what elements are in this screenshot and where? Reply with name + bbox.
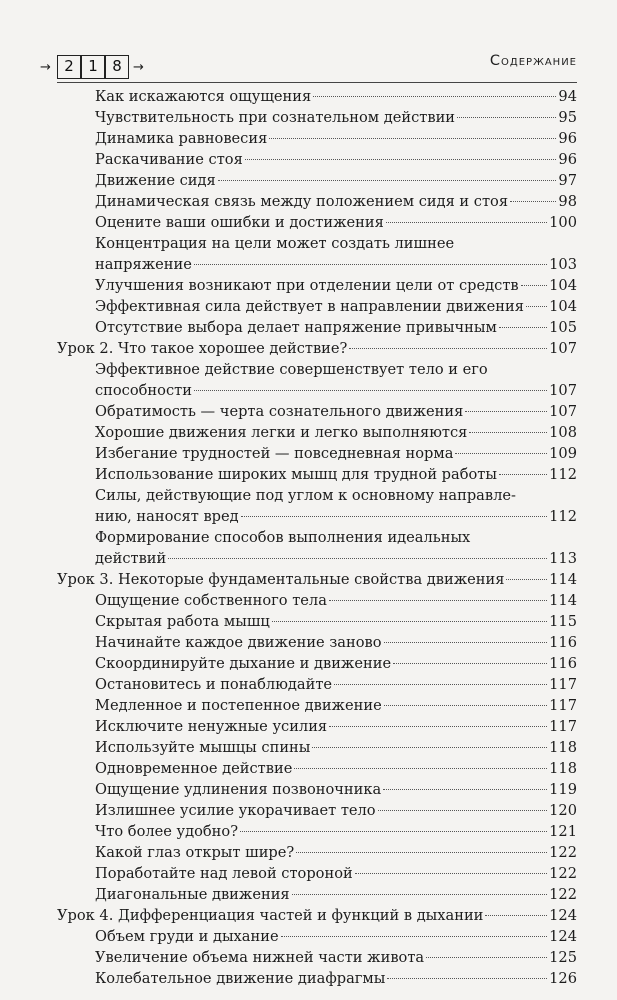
toc-entry-title: Ощущение собственного тела [95, 592, 327, 609]
toc-entry-page: 118 [549, 739, 577, 756]
dot-leader [292, 893, 548, 895]
dot-leader [194, 263, 547, 265]
toc-entry-title: Использование широких мышц для трудной работы [95, 466, 497, 483]
dot-leader [349, 347, 547, 349]
dot-leader [312, 746, 547, 748]
dot-leader [294, 767, 547, 769]
dot-leader [387, 977, 547, 979]
toc-entry [95, 653, 577, 674]
dot-leader [510, 200, 556, 202]
toc-entry [95, 86, 577, 107]
page-number-digit: 2 [57, 55, 81, 79]
toc-entry-title: Ощущение удлинения позвоночника [95, 781, 382, 798]
toc-entry-title: Урок 4. Дифференциация частей и функций в дыхании [57, 907, 484, 924]
dot-leader [499, 326, 547, 328]
toc-entry-title: Хорошие движения легки и легко выполняются [95, 424, 468, 441]
toc-entry-page: 96 [558, 151, 577, 168]
dot-leader [272, 620, 547, 622]
dot-leader [240, 830, 547, 832]
toc-entry-page: 122 [549, 865, 577, 882]
dot-leader [526, 305, 547, 307]
toc-entry [95, 296, 577, 317]
toc-entry [95, 191, 577, 212]
dot-leader [168, 557, 547, 559]
toc-entry-page: 115 [549, 613, 577, 630]
dot-leader [355, 872, 547, 874]
page-number-digit: 8 [105, 55, 129, 79]
dot-leader [245, 158, 557, 160]
toc-entry [95, 107, 577, 128]
dot-leader [499, 473, 547, 475]
toc-entry-page: 97 [558, 172, 577, 189]
toc-entry-page: 95 [558, 109, 577, 126]
toc-entry [95, 443, 577, 464]
toc-entry-page: 100 [549, 214, 577, 231]
dot-leader [384, 641, 548, 643]
toc-entry-title: Начинайте каждое движение заново [95, 634, 382, 651]
header-rule [57, 82, 577, 83]
toc-entry-page: 122 [549, 886, 577, 903]
toc-entry-title: Одновременное действие [95, 760, 293, 777]
dot-leader [218, 179, 557, 181]
toc-entry-page: 108 [549, 424, 577, 441]
toc-entry-title-line: Концентрация на цели может создать лишнее [95, 235, 455, 252]
toc-entry-title: Что более удобно? [95, 823, 239, 840]
dot-leader [455, 452, 547, 454]
toc-entry-page: 112 [549, 508, 577, 525]
toc-entry [95, 758, 577, 779]
toc-entry-title: Скоординируйте дыхание и движение [95, 655, 392, 672]
toc-entry-page: 113 [549, 550, 577, 567]
toc-entry [95, 149, 577, 170]
arrow-right-icon: → [133, 60, 144, 75]
toc-entry-title: Урок 2. Что такое хорошее действие? [57, 340, 348, 357]
dot-leader [386, 221, 547, 223]
toc-entry [95, 212, 577, 233]
toc-entry-title: Излишнее усилие укорачивает тело [95, 802, 376, 819]
toc-entry [95, 884, 577, 905]
dot-leader [194, 389, 547, 391]
toc-entry-page: 120 [549, 802, 577, 819]
toc-entry [95, 170, 577, 191]
toc-entry-page: 98 [558, 193, 577, 210]
toc-lesson-entry [57, 905, 577, 926]
dot-leader [457, 116, 556, 118]
toc-entry-page: 118 [549, 760, 577, 777]
toc-entry [95, 947, 577, 968]
toc-lesson-entry [57, 338, 577, 359]
toc-entry-title: Чувствительность при сознательном действии [95, 109, 456, 126]
toc-entry-title: Какой глаз открыт шире? [95, 844, 295, 861]
toc-entry-page: 103 [549, 256, 577, 273]
dot-leader [383, 788, 547, 790]
toc-entry [95, 695, 577, 716]
toc-entry-title: Как искажаются ощущения [95, 88, 312, 105]
dot-leader [329, 599, 547, 601]
page-header [0, 0, 617, 90]
toc-entry-title: Динамическая связь между положением сидя и стоя [95, 193, 509, 210]
toc-entry-title: Диагональные движения [95, 886, 290, 903]
toc-entry [95, 380, 577, 401]
toc-entry [95, 422, 577, 443]
toc-entry-title: Увеличение объема нижней части живота [95, 949, 425, 966]
dot-leader [393, 662, 547, 664]
dot-leader [329, 725, 547, 727]
toc-entry [95, 128, 577, 149]
toc-entry [95, 926, 577, 947]
toc-entry-page: 94 [558, 88, 577, 105]
toc-entry-page: 96 [558, 130, 577, 147]
dot-leader [465, 410, 547, 412]
toc-entry-page: 112 [549, 466, 577, 483]
toc-entry-title-line: Эффективное действие совершенствует тело и его [95, 361, 488, 378]
toc-entry-page: 104 [549, 277, 577, 294]
toc-entry [95, 317, 577, 338]
toc-entry [95, 800, 577, 821]
toc-entry-page: 121 [549, 823, 577, 840]
toc-entry-page: 117 [549, 718, 577, 735]
toc-entry-title: Урок 3. Некоторые фундаментальные свойства движения [57, 571, 505, 588]
toc-entry [95, 674, 577, 695]
toc-entry [95, 968, 577, 989]
dot-leader [334, 683, 547, 685]
toc-entry [95, 863, 577, 884]
toc-entry [95, 254, 577, 275]
toc-entry-page: 109 [549, 445, 577, 462]
toc-entry-title: Исключите ненужные усилия [95, 718, 328, 735]
page-number-digit: 1 [81, 55, 105, 79]
toc-entry-page: 105 [549, 319, 577, 336]
toc-entry-title: Поработайте над левой стороной [95, 865, 353, 882]
dot-leader [426, 956, 547, 958]
dot-leader [296, 851, 547, 853]
toc-entry-page: 124 [549, 928, 577, 945]
toc-entry [95, 464, 577, 485]
toc-entry-title: Динамика равновесия [95, 130, 268, 147]
toc-entry [95, 716, 577, 737]
toc-entry-title: Движение сидя [95, 172, 216, 189]
toc-entry-title: действий [95, 550, 167, 567]
toc-entry-title: Обратимость — черта сознательного движения [95, 403, 464, 420]
toc-entry-title: Колебательное движение диафрагмы [95, 970, 386, 987]
toc-entry-title-line: Силы, действующие под углом к основному направле- [95, 487, 516, 504]
toc-entry-title: Раскачивание стоя [95, 151, 243, 168]
dot-leader [269, 137, 556, 139]
toc-entry-page: 119 [549, 781, 577, 798]
toc-entry [95, 632, 577, 653]
toc-entry-page: 107 [549, 340, 577, 357]
dot-leader [485, 914, 547, 916]
dot-leader [313, 95, 556, 97]
toc-entry-page: 117 [549, 697, 577, 714]
toc-entry-title: способности [95, 382, 192, 399]
toc-entry-title: Оцените ваши ошибки и достижения [95, 214, 384, 231]
toc-entry-title-line: Формирование способов выполнения идеальных [95, 529, 471, 546]
toc-entry [95, 275, 577, 296]
toc-entry [95, 506, 577, 527]
toc-entry-title: Используйте мышцы спины [95, 739, 311, 756]
dot-leader [506, 578, 547, 580]
toc-entry [95, 821, 577, 842]
toc-entry-title: напряжение [95, 256, 192, 273]
dot-leader [281, 935, 548, 937]
toc-entry-page: 122 [549, 844, 577, 861]
toc-entry-title: Объем груди и дыхание [95, 928, 279, 945]
toc-entry-title: Остановитесь и понаблюдайте [95, 676, 333, 693]
toc-entry-page: 116 [549, 655, 577, 672]
toc-entry [95, 737, 577, 758]
toc-entry-page: 124 [549, 907, 577, 924]
toc-entry-page: 104 [549, 298, 577, 315]
toc-entry-title: нию, наносят вред [95, 508, 239, 525]
toc-entry [95, 779, 577, 800]
toc-entry-title: Улучшения возникают при отделении цели от средств [95, 277, 519, 294]
toc-entry [95, 842, 577, 863]
toc-lesson-entry [57, 569, 577, 590]
toc-entry-title: Медленное и постепенное движение [95, 697, 382, 714]
toc-entry-page: 125 [549, 949, 577, 966]
dot-leader [378, 809, 548, 811]
toc-entry-page: 116 [549, 634, 577, 651]
dot-leader [469, 431, 547, 433]
toc-entry-page: 107 [549, 403, 577, 420]
toc-entry [95, 401, 577, 422]
toc-entry-page: 126 [549, 970, 577, 987]
toc-entry [95, 611, 577, 632]
toc-entry-page: 107 [549, 382, 577, 399]
dot-leader [241, 515, 547, 517]
toc-entry-title: Эффективная сила действует в направлении движения [95, 298, 524, 315]
toc-entry-page: 114 [549, 571, 577, 588]
dot-leader [521, 284, 548, 286]
toc-entry-page: 114 [549, 592, 577, 609]
arrow-right-icon: → [40, 60, 51, 75]
toc-entry-page: 117 [549, 676, 577, 693]
toc-entry-title: Скрытая работа мышц [95, 613, 270, 630]
toc-entry-title: Отсутствие выбора делает напряжение привычным [95, 319, 497, 336]
toc-entry [95, 590, 577, 611]
section-title: Содержание [489, 53, 577, 69]
toc-entry-title: Избегание трудностей — повседневная норма [95, 445, 454, 462]
toc-entry [95, 548, 577, 569]
dot-leader [384, 704, 547, 706]
